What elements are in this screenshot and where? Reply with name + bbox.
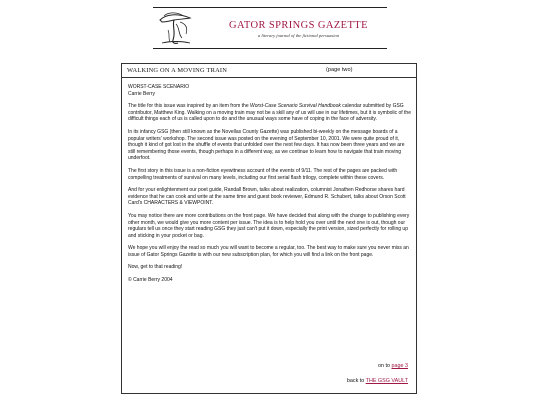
copyright-line: © Carrie Berry 2004: [128, 277, 173, 284]
masthead-top-rule: [153, 7, 387, 8]
article-heading: WORST-CASE SCENARIO: [128, 84, 190, 90]
back-nav: back to THE GSG VAULT: [346, 378, 408, 384]
paragraph: The first story in this issue is a non-fiction eyewitness account of the events of 9/11. The rest of the pages are packed with compelling treatments of survival on many levels, including our first serial flash trilogy, complete within these covers.: [128, 167, 398, 181]
article-frame: [121, 63, 417, 394]
book-title: Worst-Case Scenario Survival Handbook: [250, 103, 341, 110]
masthead-bottom-rule: [153, 48, 387, 49]
gator-sketch-icon: [156, 10, 196, 46]
paragraph: The title for this issue was inspired by an item from the Worst-Case Scenario Survival Handbook calendar submitted by GSG contributor, Matthew King. Walking on a moving train may not be a skill any of us will use in our lifetimes, but it is symbolic of the difficult things each of us is called upon to do and the unusual ways some have of coping in the face of adversity.: [128, 103, 411, 123]
page-label: (page two): [326, 67, 353, 73]
paragraph: In its infancy GSG (then still known as the Novellas County Gazette) was published bi-weekly on the message boards of a popular writers' workshop. The second issue was posted on the evening of September 10, 2001. We were quite proud of it, though it kind of got lost in the shuffle of events that unfolded over the next few days. It has now been three years and we are still remembering those events, though perhaps in a different way, as we continue to learn how to navigate that train moving underfoot.: [128, 128, 405, 162]
page-3-link[interactable]: page 3: [391, 363, 408, 369]
paragraph: And for your enlightenment our poet guide, Randall Brown, talks about realization, columnist Jonathen Redhorse shares hard evidence that he can cook and write at the same time and guest book reviewer, Edmund R. Schubert, talks about Orson Scott Card's CHARACTERS & VIEWPOINT.: [128, 187, 406, 207]
paragraph: Now, get to that reading!: [128, 264, 183, 271]
section-header-bar: [122, 64, 416, 78]
paragraph: We hope you will enjoy the read so much you will want to become a regular, too. The best way to make sure you never miss an issue of Gator Springs Gazette is with our new subscription plan, for which you will find a link on the front page.: [128, 245, 409, 258]
gazette-tagline: a literary journal of the fictional persuasion: [257, 33, 340, 38]
gazette-title: GATOR SPRINGS GAZETTE: [229, 20, 368, 31]
article-byline: Carrie Berry: [128, 90, 155, 97]
gsg-vault-link[interactable]: THE GSG VAULT: [365, 378, 408, 384]
paragraph: You may notice there are more contributions on the front page. We have decided that along with the change to publishing every other month, we would give you more content per issue. The idea is to help hold you over until the next one is out, though our regulars tell us once they start reading GSG they just can't put it down, especially the print version, sized perfectly for rolling up and sticking in your pocket or bag.: [128, 212, 410, 239]
section-title: WALKING ON A MOVING TRAIN: [127, 67, 228, 74]
next-page-nav: on to page 3: [378, 363, 408, 369]
article-body: [128, 84, 411, 290]
